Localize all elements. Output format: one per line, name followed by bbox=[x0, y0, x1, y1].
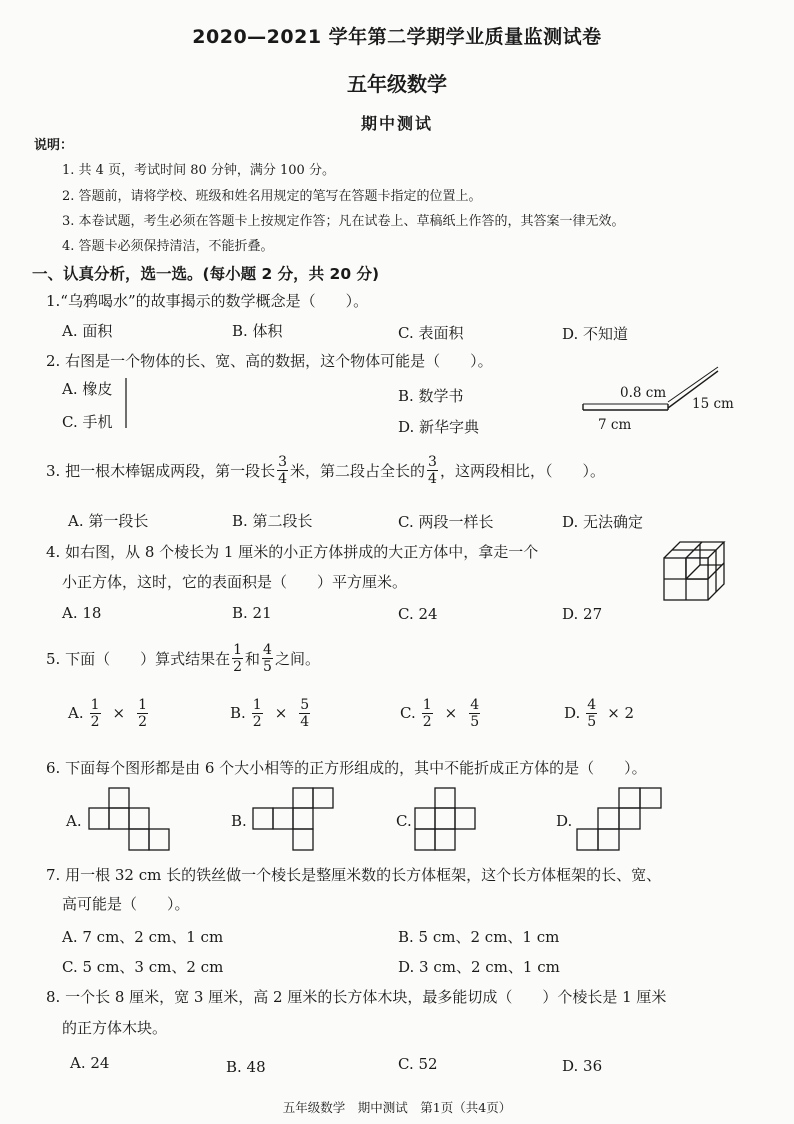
q5-option-b-frac-2-num: 5 bbox=[300, 696, 310, 713]
q5-option-b-frac-1-den: 2 bbox=[252, 713, 262, 730]
q5-option-c-frac-1-num: 1 bbox=[422, 696, 432, 713]
q5-option-d-frac-1-num: 4 bbox=[587, 696, 597, 713]
q3-text-part3: ，这两段相比，（ ）。 bbox=[439, 461, 605, 480]
q5-option-a-frac-1-num: 1 bbox=[90, 696, 100, 713]
q5-option-b-frac-1-num: 1 bbox=[252, 696, 262, 713]
q5-fraction-1-num: 1 bbox=[233, 641, 243, 658]
q1-text: 1.“乌鸦喝水”的故事揭示的数学概念是（ ）。 bbox=[46, 292, 369, 310]
q6-option-c-net bbox=[414, 787, 504, 857]
q5-fraction-2-den: 5 bbox=[263, 658, 272, 675]
figure-length-label: 7 cm bbox=[598, 417, 632, 433]
section-1-title: 一、认真分析，选一选。(每小题 2 分，共 20 分) bbox=[32, 265, 380, 283]
q5-option-d-frac-1 bbox=[586, 698, 597, 729]
q1-option-d: D. 不知道 bbox=[562, 325, 629, 343]
q5-option-c-frac-1-den: 2 bbox=[422, 713, 432, 730]
q5-option-d-label: D. bbox=[564, 704, 581, 722]
q8-option-a: A. 24 bbox=[70, 1054, 110, 1072]
q3-option-a: A. 第一段长 bbox=[68, 512, 149, 530]
q7-text-line2: 高可能是（ ）。 bbox=[62, 895, 190, 913]
q8-text-line1: 8. 一个长 8 厘米，宽 3 厘米，高 2 厘米的长方体木块，最多能切成（ ）个棱长是 1 厘米 bbox=[46, 988, 667, 1006]
q4-option-d: D. 27 bbox=[562, 605, 603, 623]
exam-subtitle: 期中测试 bbox=[360, 114, 433, 133]
q5-option-b-label: B. bbox=[230, 704, 246, 722]
note-item-2: 2. 答题前，请将学校、班级和姓名用规定的笔写在答题卡指定的位置上。 bbox=[62, 189, 482, 204]
q6-option-d-label: D. bbox=[556, 812, 573, 830]
q5-option-c-label: C. bbox=[400, 704, 416, 722]
q7-option-c: C. 5 cm、3 cm、2 cm bbox=[62, 958, 224, 976]
q5-option-c-operator: × bbox=[444, 704, 458, 722]
q1-option-b: B. 体积 bbox=[232, 322, 283, 340]
q6-option-a-net bbox=[88, 787, 178, 857]
q5-option-b-frac-1 bbox=[252, 698, 263, 729]
q4-option-b: B. 21 bbox=[232, 604, 272, 622]
q5-fraction-2 bbox=[262, 643, 273, 674]
q5-option-d-operator: × 2 bbox=[607, 704, 635, 722]
q5-option-a-frac-1-den: 2 bbox=[90, 713, 100, 730]
q7-option-d: D. 3 cm、2 cm、1 cm bbox=[398, 958, 560, 976]
q3-fraction-1-den: 4 bbox=[278, 470, 288, 487]
q5-fraction-2-num: 4 bbox=[263, 641, 272, 658]
q3-option-b: B. 第二段长 bbox=[232, 512, 313, 530]
q5-text-part2: 和 bbox=[245, 649, 261, 668]
q2-text: 2. 右图是一个物体的长、宽、高的数据，这个物体可能是（ ）。 bbox=[46, 352, 493, 370]
page-footer: 五年级数学 期中测试 第1页（共4页） bbox=[282, 1100, 512, 1115]
q3-fraction-2 bbox=[427, 455, 438, 486]
subject-title: 五年级数学 bbox=[347, 72, 447, 96]
scan-mark bbox=[123, 378, 129, 430]
figure-width-label: 15 cm bbox=[692, 396, 734, 412]
q5-text-part1: 5. 下面（ ）算式结果在 bbox=[46, 649, 231, 668]
q6-option-d-net bbox=[576, 787, 666, 857]
q5-option-b-operator: × bbox=[274, 704, 288, 722]
q5-option-b-frac-2-den: 4 bbox=[300, 713, 310, 730]
q6-text: 6. 下面每个图形都是由 6 个大小相等的正方形组成的，其中不能折成正方体的是（ ）。 bbox=[46, 759, 647, 777]
q1-option-c: C. 表面积 bbox=[398, 324, 464, 342]
q5-fraction-1-den: 2 bbox=[233, 658, 243, 675]
q5-text bbox=[46, 640, 320, 676]
q6-option-b-label: B. bbox=[231, 812, 247, 830]
q3-text-part1: 3. 把一根木棒锯成两段，第一段长 bbox=[46, 461, 276, 480]
q5-option-d bbox=[564, 694, 634, 732]
note-item-4: 4. 答题卡必须保持清洁，不能折叠。 bbox=[62, 239, 274, 254]
q5-option-a-label: A. bbox=[68, 704, 84, 722]
q2-option-c: C. 手机 bbox=[62, 413, 113, 431]
q8-option-d: D. 36 bbox=[562, 1057, 603, 1075]
q3-text-part2: 米，第二段占全长的 bbox=[290, 461, 426, 480]
q2-option-b: B. 数学书 bbox=[398, 387, 464, 405]
q7-text-line1: 7. 用一根 32 cm 长的铁丝做一个棱长是整厘米数的长方体框架，这个长方体框架的长、宽、 bbox=[46, 866, 662, 884]
q5-option-b-frac-2 bbox=[299, 698, 310, 729]
q5-option-c-frac-1 bbox=[422, 698, 433, 729]
q7-option-b: B. 5 cm、2 cm、1 cm bbox=[398, 928, 560, 946]
note-item-3: 3. 本卷试题，考生必须在答题卡上按规定作答；凡在试卷上、草稿纸上作答的，其答案一律无效。 bbox=[62, 214, 625, 229]
q5-option-a bbox=[68, 694, 150, 732]
q4-text-line2: 小正方体，这时，它的表面积是（ ）平方厘米。 bbox=[62, 573, 408, 591]
cube-figure bbox=[662, 538, 732, 604]
q5-option-a-frac-2 bbox=[137, 698, 148, 729]
q4-option-c: C. 24 bbox=[398, 605, 438, 623]
q5-option-a-frac-2-num: 1 bbox=[138, 696, 148, 713]
q1-option-a: A. 面积 bbox=[62, 322, 113, 340]
q4-option-a: A. 18 bbox=[62, 604, 102, 622]
q5-option-b bbox=[230, 694, 312, 732]
note-item-1: 1. 共 4 页，考试时间 80 分钟，满分 100 分。 bbox=[62, 163, 335, 178]
q4-text-line1: 4. 如右图，从 8 个棱长为 1 厘米的小正方体拼成的大正方体中，拿走一个 bbox=[46, 543, 539, 561]
q8-option-b: B. 48 bbox=[226, 1058, 266, 1076]
q3-fraction-1-num: 3 bbox=[278, 453, 288, 470]
q5-option-c-frac-2 bbox=[469, 698, 480, 729]
q5-text-part3: 之间。 bbox=[274, 649, 320, 668]
q3-fraction-2-den: 4 bbox=[428, 470, 437, 487]
q5-option-c bbox=[400, 694, 482, 732]
q2-option-a: A. 橡皮 bbox=[62, 380, 113, 398]
q5-fraction-1 bbox=[232, 643, 243, 674]
q5-option-a-frac-2-den: 2 bbox=[138, 713, 148, 730]
q3-option-c: C. 两段一样长 bbox=[398, 513, 494, 531]
q5-option-c-frac-2-num: 4 bbox=[470, 696, 480, 713]
q5-option-a-frac-1 bbox=[90, 698, 101, 729]
q6-option-b-net bbox=[252, 787, 342, 857]
q6-option-c-label: C. bbox=[396, 812, 412, 830]
q5-option-a-operator: × bbox=[112, 704, 126, 722]
q3-option-d: D. 无法确定 bbox=[562, 513, 644, 531]
q5-option-c-frac-2-den: 5 bbox=[470, 713, 480, 730]
q6-option-a-label: A. bbox=[66, 812, 82, 830]
q2-option-d: D. 新华字典 bbox=[398, 418, 480, 436]
q8-text-line2: 的正方体木块。 bbox=[62, 1019, 168, 1037]
exam-title: 2020—2021 学年第二学期学业质量监测试卷 bbox=[192, 26, 602, 48]
q8-option-c: C. 52 bbox=[398, 1055, 438, 1073]
q3-fraction-2-num: 3 bbox=[428, 453, 437, 470]
notes-label: 说明： bbox=[34, 138, 74, 153]
q3-text bbox=[46, 452, 605, 488]
q5-option-d-frac-1-den: 5 bbox=[587, 713, 597, 730]
q3-fraction-1 bbox=[277, 455, 288, 486]
figure-height-label: 0.8 cm bbox=[620, 385, 667, 401]
q7-option-a: A. 7 cm、2 cm、1 cm bbox=[62, 928, 224, 946]
